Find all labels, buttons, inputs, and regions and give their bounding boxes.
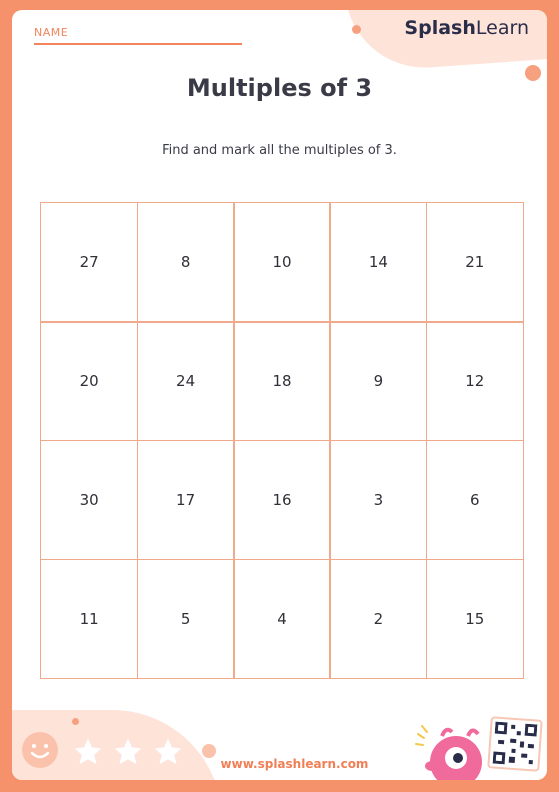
grid-cell[interactable]: 16 (233, 440, 331, 560)
grid-cell[interactable]: 18 (233, 321, 331, 441)
grid-cell[interactable]: 24 (137, 321, 235, 441)
brand-primary: Splash (404, 17, 476, 39)
name-input-line[interactable] (34, 43, 242, 45)
grid-cell[interactable]: 10 (233, 202, 331, 322)
grid-cell[interactable]: 5 (137, 559, 235, 679)
decorative-dot (352, 25, 361, 34)
grid-cell[interactable]: 14 (329, 202, 427, 322)
brand-logo (404, 17, 529, 39)
grid-cell[interactable]: 12 (426, 321, 524, 441)
grid-cell[interactable]: 9 (329, 321, 427, 441)
name-label: NAME (34, 26, 69, 39)
page-title: Multiples of 3 (186, 74, 373, 102)
grid-cell[interactable]: 30 (40, 440, 138, 560)
number-grid (40, 202, 524, 679)
decorative-dot (72, 718, 79, 725)
qr-code-icon (487, 716, 543, 772)
grid-cell[interactable]: 8 (137, 202, 235, 322)
website-link[interactable]: www.splashlearn.com (220, 757, 369, 771)
grid-cell[interactable]: 4 (233, 559, 331, 679)
worksheet (12, 10, 547, 780)
grid-cell[interactable]: 2 (329, 559, 427, 679)
grid-cell[interactable]: 20 (40, 321, 138, 441)
grid-cell[interactable]: 17 (137, 440, 235, 560)
grid-cell[interactable]: 27 (40, 202, 138, 322)
instruction-text: Find and mark all the multiples of 3. (162, 143, 397, 158)
grid-cell[interactable]: 15 (426, 559, 524, 679)
grid-cell[interactable]: 3 (329, 440, 427, 560)
decorative-dot (202, 744, 216, 758)
grid-cell[interactable]: 21 (426, 202, 524, 322)
grid-cell[interactable]: 11 (40, 559, 138, 679)
grid-cell[interactable]: 6 (426, 440, 524, 560)
brand-secondary: Learn (475, 17, 529, 39)
mascot-icon (412, 714, 492, 780)
